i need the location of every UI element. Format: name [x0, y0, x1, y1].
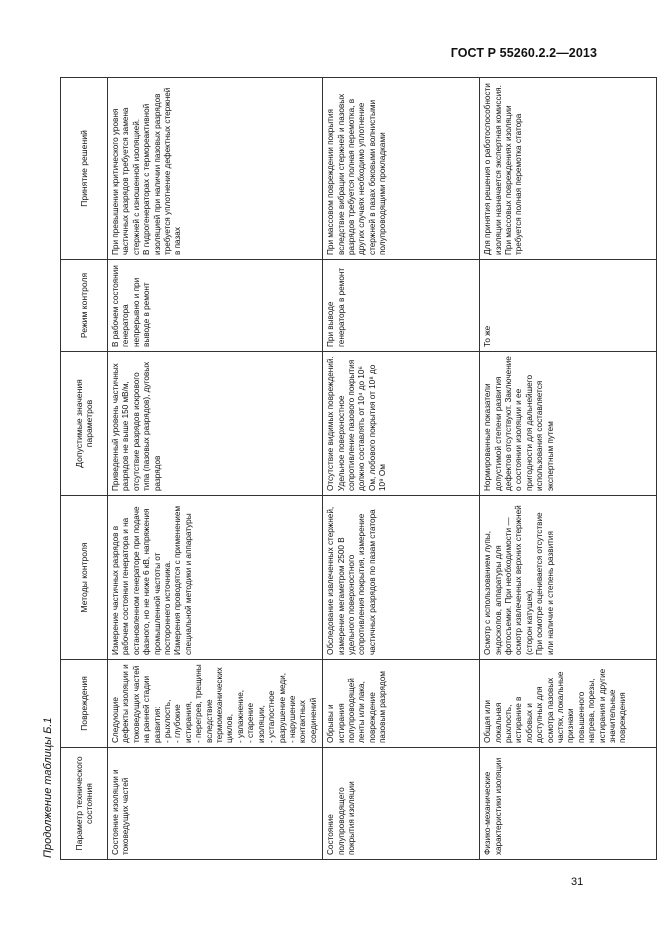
- decision-paragraph: При превышении критического уровня частичных разрядов требуется замена стержней с изношенной изоляцией.: [111, 107, 141, 255]
- damage-item: - глубокие истирания,: [173, 701, 193, 743]
- column-header-mode: Режим контроля: [61, 260, 108, 352]
- decision-paragraph: При массовых повреждениях изоляции требуется полная перемотка статора: [503, 105, 524, 255]
- damage-item: - рыхлость,: [163, 699, 173, 743]
- cell-allowed: Нормированные показатели допустимой степени развития дефектов отсутствуют. Заключение о состоянии изоляции и ее пригодности для дальнейшего использования составляется экспертным путем: [480, 352, 657, 496]
- cell-mode: В рабочем состоянии генератора непрерывно и при выводе в ремонт: [108, 260, 323, 352]
- column-header-damage: Повреждения: [61, 660, 108, 748]
- methods-paragraph: Измерения проводятся с применением специальной методики и аппаратуры: [173, 505, 193, 655]
- cell-allowed: Приведенный уровень частичных разрядов не выше 150 мВ/м, отсутствие разрядов искрового типа (пазовых разрядов), дуговых разрядов: [108, 352, 323, 496]
- rotated-table-area: [40, 78, 628, 860]
- methods-paragraph: Осмотр с использованием лупы, эндоскопов, аппаратуры для фотосъемки. При необходимости — осмотр извлеченных верхних стержней (сторон катушек).: [483, 505, 534, 655]
- cell-parameter: Состояние изоляции и токоведущих частей: [108, 748, 323, 860]
- column-header-methods: Методы контроля: [61, 496, 108, 660]
- column-header-parameter: Параметр технического состояния: [61, 748, 108, 860]
- cell-methods: [108, 496, 323, 660]
- cell-methods: Обследование извлеченных стержней, измерение мегаметром 2500 В удельного поверхностного сопротивления покрытия, измерение частичных разрядов по пазам статора: [323, 496, 480, 660]
- cell-damage: Общая или локальная рыхлость, истирание в лобовых и доступных для осмотра пазовых частях, локальные признаки повышенного нагрева, порезы, истирания и другие значительные повреждения: [480, 660, 657, 748]
- page-number: 31: [571, 876, 584, 888]
- decision-paragraph: Для принятия решения о работоспособности изоляции назначается экспертная комиссия.: [483, 83, 503, 255]
- methods-paragraph: При осмотре оценивается отсутствие или наличие и степень развития: [535, 512, 555, 655]
- cell-decision: [108, 78, 323, 260]
- cell-damage: Обрывы и истирания полупроводящей ленты или лака, повреждение пазовым разрядом: [323, 660, 480, 748]
- table-b1: [60, 77, 657, 860]
- damage-item: - увлажнение,: [235, 689, 245, 743]
- table-caption: Продолжение таблицы Б.1: [42, 717, 54, 858]
- cell-parameter: Физико-механические характеристики изоляции: [480, 748, 657, 860]
- damage-intro: Следующие дефекты изоляции и токоведущих частей на ранней стадии развития:: [111, 664, 162, 743]
- damage-item: - перегрев, трещины вследствие термомеханических циклов,: [194, 664, 235, 743]
- cell-mode: То же: [480, 260, 657, 352]
- cell-mode: При выводе генератора в ремонт: [323, 260, 480, 352]
- damage-item: - усталостное разрушение меди,: [267, 673, 287, 743]
- damage-list: [163, 664, 319, 743]
- damage-item: - старение изоляции,: [246, 702, 266, 743]
- cell-parameter: Состояние полупроводящего покрытия изоляции: [323, 748, 480, 860]
- table-header-row: [61, 78, 108, 860]
- cell-damage: [108, 660, 323, 748]
- column-header-allowed: Допустимые значения параметров: [61, 352, 108, 496]
- damage-item: - нарушение контактных соединений: [287, 695, 318, 743]
- cell-decision: [480, 78, 657, 260]
- cell-methods: [480, 496, 657, 660]
- cell-allowed: Отсутствие видимых повреждений. Удельное поверхностное сопротивление пазового покрытия должно составлять от 10⁴ до 10⁶ Ом, лобового покрытия от 10⁸ до 10⁹ Ом: [323, 352, 480, 496]
- decision-paragraph: В гидрогенераторах с термореактивной изоляцией при наличии пазовых разрядов требуется уплотнение дефектных стержней в пазах: [142, 87, 183, 255]
- table-row: [480, 78, 657, 860]
- methods-paragraph: Измерение частичных разрядов в рабочем состоянии генератора и на остановленном генераторе при подаче фазного, но не ниже 6 кВ, напряжения промышленной частоты от постороннего источника.: [111, 506, 173, 655]
- column-header-decision: Принятие решений: [61, 78, 108, 260]
- table-row: [108, 78, 323, 860]
- cell-decision: При массовом повреждении покрытия вследствие вибрации стержней и пазовых разрядов требуется полная перемотка, в других случаях необходимо уплотнение стержней в пазах боковыми волнистыми полупроводящими прокладками: [323, 78, 480, 260]
- table-row: [323, 78, 480, 860]
- document-header: ГОСТ Р 55260.2.2—2013: [450, 46, 597, 60]
